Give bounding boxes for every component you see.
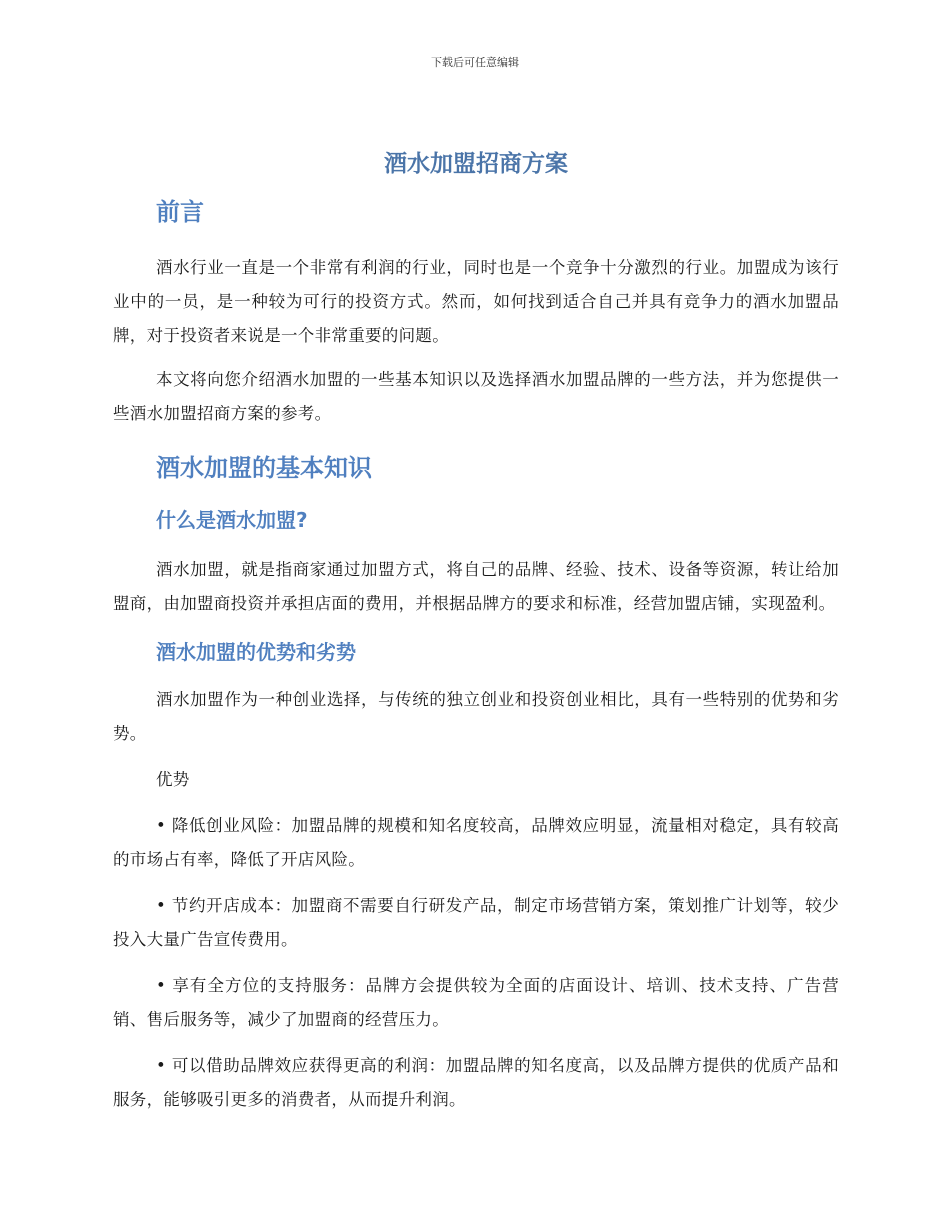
paragraph: 酒水加盟作为一种创业选择，与传统的独立创业和投资创业相比，具有一些特别的优势和劣势。 [113, 690, 839, 743]
advantage-item: • 降低创业风险：加盟品牌的规模和知名度较高，品牌效应明显，流量相对稳定，具有较高的市场占有率，降低了开店风险。 [113, 816, 839, 869]
subsection-heading-what-is: 什么是酒水加盟? [156, 508, 308, 532]
document-title: 酒水加盟招商方案 [384, 151, 568, 177]
header-note: 下载后可任意编辑 [431, 56, 519, 69]
paragraph: 本文将向您介绍酒水加盟的一些基本知识以及选择酒水加盟品牌的一些方法，并为您提供一些酒水加盟招商方案的参考。 [113, 370, 839, 423]
section-heading-basics: 酒水加盟的基本知识 [156, 454, 372, 482]
advantage-item: • 享有全方位的支持服务：品牌方会提供较为全面的店面设计、培训、技术支持、广告营销、售后服务等，减少了加盟商的经营压力。 [113, 976, 839, 1029]
subsection-heading-pros-cons: 酒水加盟的优势和劣势 [156, 640, 356, 664]
section-heading-preface: 前言 [156, 198, 204, 226]
advantages-label: 优势 [156, 770, 190, 789]
paragraph: 酒水行业一直是一个非常有利润的行业，同时也是一个竞争十分激烈的行业。加盟成为该行业中的一员，是一种较为可行的投资方式。然而，如何找到适合自己并具有竞争力的酒水加盟品牌，对于投资者来说是一个非常重要的问题。 [113, 258, 839, 345]
paragraph: 酒水加盟，就是指商家通过加盟方式，将自己的品牌、经验、技术、设备等资源，转让给加盟商，由加盟商投资并承担店面的费用，并根据品牌方的要求和标准，经营加盟店铺，实现盈利。 [113, 560, 839, 613]
document-body [113, 145, 839, 1117]
advantage-item: • 节约开店成本：加盟商不需要自行研发产品，制定市场营销方案，策划推广计划等，较少投入大量广告宣传费用。 [113, 896, 839, 949]
advantage-item: • 可以借助品牌效应获得更高的利润：加盟品牌的知名度高，以及品牌方提供的优质产品和服务，能够吸引更多的消费者，从而提升利润。 [113, 1056, 839, 1109]
